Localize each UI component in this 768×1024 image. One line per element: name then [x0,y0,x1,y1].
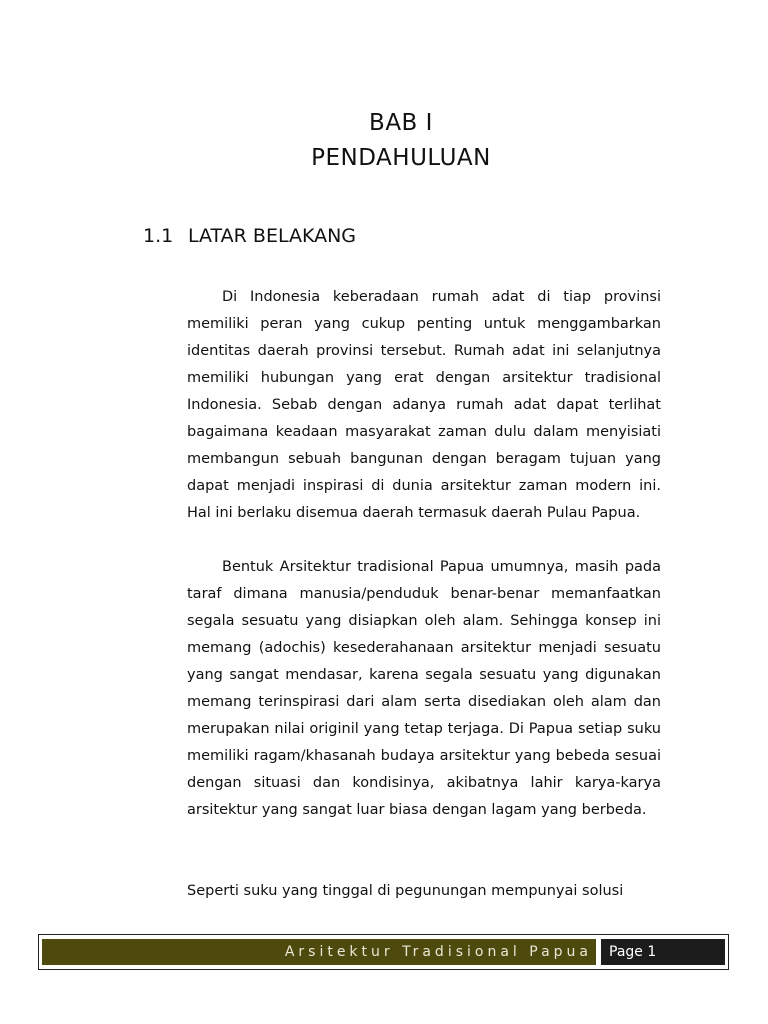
paragraph-text: Seperti suku yang tinggal di pegunungan mempunyai solusi [187,883,624,899]
body-paragraph-2 [187,554,661,824]
section-heading [143,225,356,247]
body-paragraph-1 [187,284,661,527]
paragraph-text: Bentuk Arsitektur tradisional Papua umumnya, masih pada taraf dimana manusia/penduduk benar-benar memanfaatkan segala sesuatu yang disiapkan oleh alam. Sehingga konsep ini memang (adochis) kesederahanaan arsitektur menjadi sesuatu yang sangat mendasar, karena segala sesuatu yang digunakan memang terinspirasi dari alam serta disediakan oleh alam dan merupakan nilai originil yang tetap terjaga. Di Papua setiap suku memiliki ragam/khasanah budaya arsitektur yang bebeda sesuai dengan situasi dan kondisinya, akibatnya lahir karya-karya arsitektur yang sangat luar biasa dengan lagam yang berbeda. [187,559,661,818]
footer-title-bar: Arsitektur Tradisional Papua [42,939,596,965]
section-number: 1.1 [143,225,174,247]
chapter-title: PENDAHULUAN [311,145,491,171]
body-paragraph-3 [187,878,661,905]
footer-page-number: Page 1 [601,939,725,965]
section-title: LATAR BELAKANG [188,225,357,247]
paragraph-text: Di Indonesia keberadaan rumah adat di tiap provinsi memiliki peran yang cukup penting untuk menggambarkan identitas daerah provinsi tersebut. Rumah adat ini selanjutnya memiliki hubungan yang erat dengan arsitektur tradisional Indonesia. Sebab dengan adanya rumah adat dapat terlihat bagaimana keadaan masyarakat zaman dulu dalam menyisiati membangun sebuah bangunan dengan beragam tujuan yang dapat menjadi inspirasi di dunia arsitektur zaman modern ini. Hal ini berlaku disemua daerah termasuk daerah Pulau Papua. [187,289,661,521]
chapter-number: BAB I [369,110,433,136]
page-footer [38,934,729,970]
